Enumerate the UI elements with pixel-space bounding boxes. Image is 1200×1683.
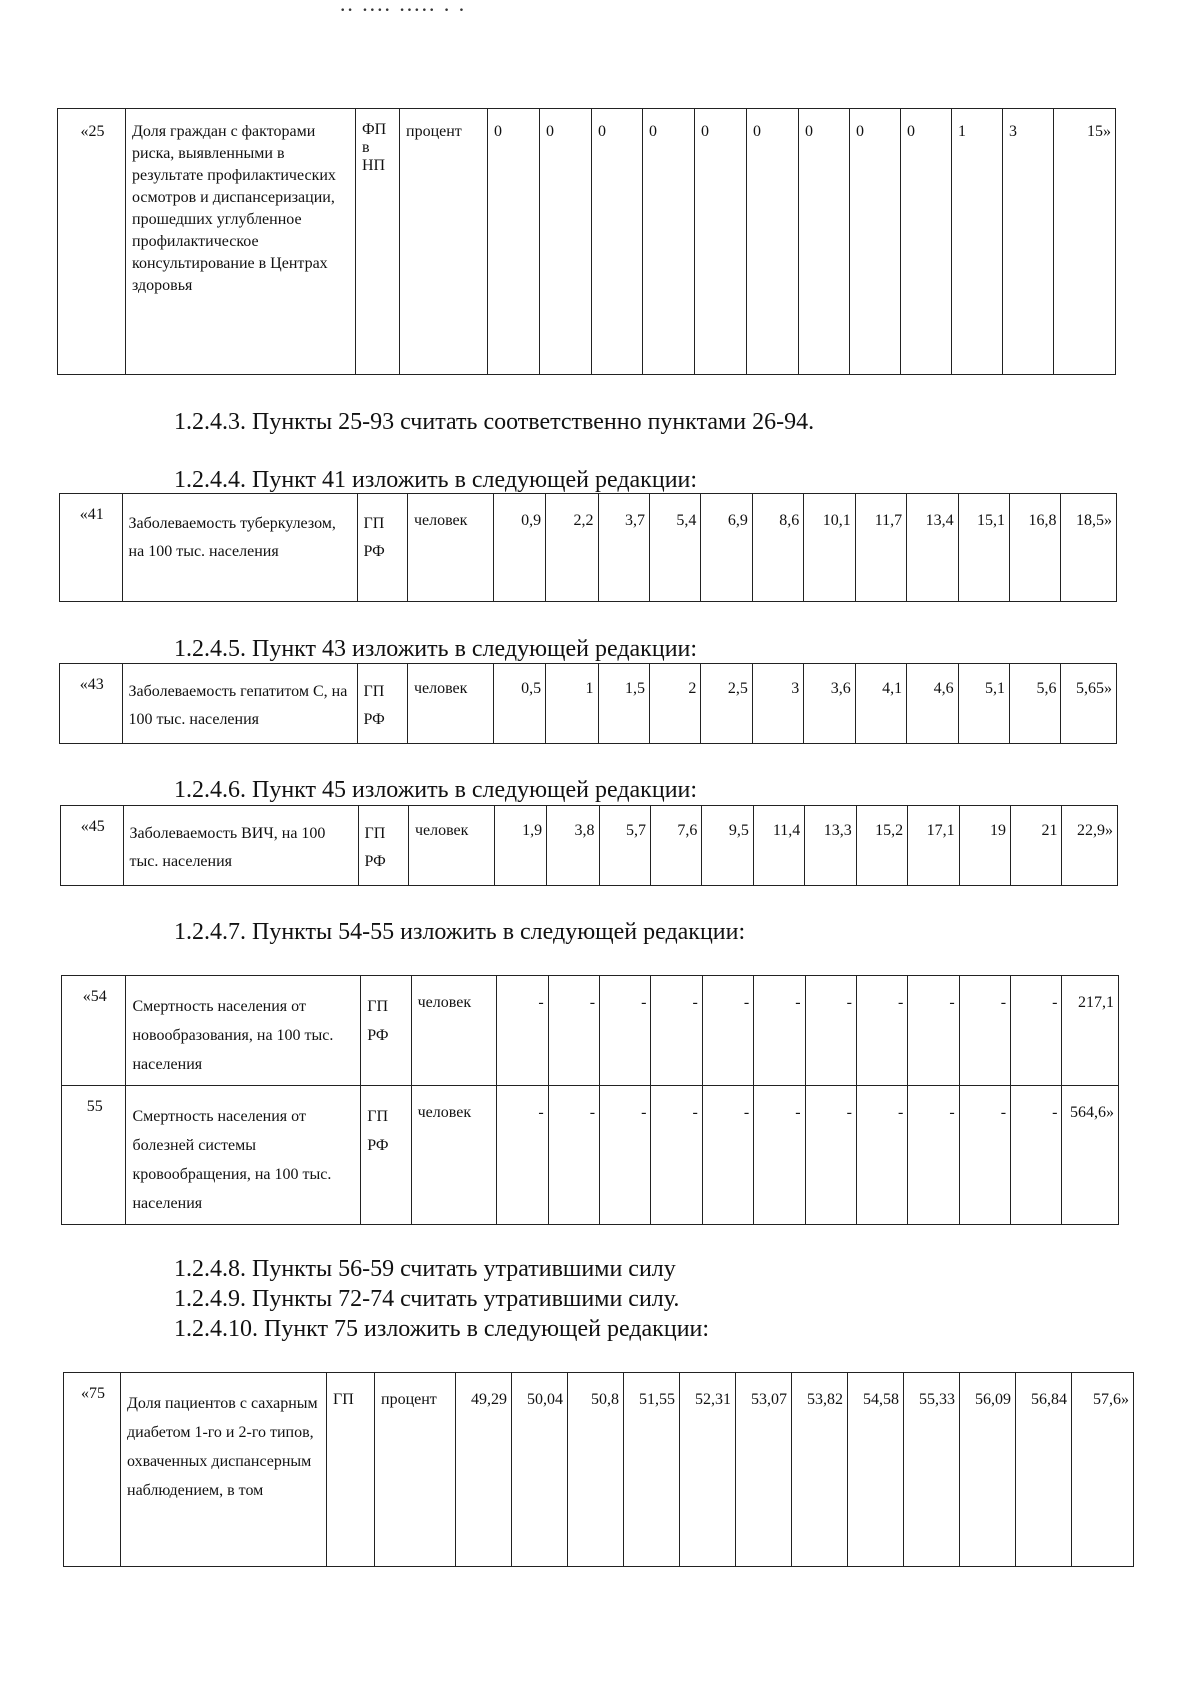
cell-value: - [908,976,959,1086]
cell-value: 5,1 [958,664,1009,744]
cell-value: 50,04 [512,1373,568,1567]
cell-value: - [856,1086,907,1225]
cell-value: 0 [901,109,952,375]
table-row [60,664,1117,744]
row-id: «43 [60,664,123,744]
cell-value: 5,7 [599,806,650,886]
cell-value: - [497,976,548,1086]
cell-value: - [1011,976,1062,1086]
row-unit: человек [411,1086,497,1225]
cell-value: 21 [1011,806,1062,886]
cell-value: 53,82 [792,1373,848,1567]
row-name: Доля пациентов с сахарным диабетом 1-го и 2-го типов, охваченных диспансерным наблюдением, в том [121,1373,327,1567]
table-row [62,1086,1119,1225]
cell-value: 0,5 [493,664,545,744]
cell-value: 1,5 [598,664,649,744]
cell-value: 1 [952,109,1003,375]
row-unit: человек [407,664,493,744]
cell-value: 15,2 [856,806,907,886]
cell-value: 3,7 [598,494,649,602]
cell-value: 49,29 [456,1373,512,1567]
cell-value: - [754,1086,805,1225]
cell-value: 3,6 [804,664,855,744]
table-row [58,109,1116,375]
row-unit: процент [375,1373,456,1567]
paragraph-1-2-4-10: 1.2.4.10. Пункт 75 изложить в следующей редакции: [174,1316,710,1342]
row-unit: человек [408,806,494,886]
cell-value: 18,5» [1061,494,1117,602]
cell-value: - [702,1086,753,1225]
cell-value: - [959,976,1010,1086]
cell-value: 2,5 [701,664,752,744]
cell-value: 5,4 [649,494,700,602]
paragraph-1-2-4-4: 1.2.4.4. Пункт 41 изложить в следующей редакции: [174,467,698,493]
table-row [61,806,1118,886]
cell-value: - [908,1086,959,1225]
cell-value: - [497,1086,548,1225]
cell-value: 4,1 [855,664,906,744]
cell-value: 564,6» [1062,1086,1119,1225]
cell-value: 0,9 [493,494,545,602]
row-level: ГП РФ [357,664,407,744]
cell-value: - [702,976,753,1086]
cell-value: 54,58 [848,1373,904,1567]
row-id: «25 [58,109,126,375]
cell-value: - [600,976,651,1086]
row-name: Заболеваемость туберкулезом, на 100 тыс. населения [122,494,357,602]
cell-value: 52,31 [680,1373,736,1567]
cell-value: 56,84 [1016,1373,1072,1567]
cell-value: 15» [1054,109,1116,375]
cell-value: 0 [488,109,540,375]
cell-value: - [548,976,599,1086]
row-level: ГП РФ [357,494,407,602]
paragraph-1-2-4-9: 1.2.4.9. Пункты 72-74 считать утратившими силу. [174,1286,680,1312]
cell-value: 6,9 [701,494,752,602]
cell-value: 50,8 [568,1373,624,1567]
row-name: Заболеваемость гепатитом С, на 100 тыс. населения [122,664,357,744]
paragraph-1-2-4-6: 1.2.4.6. Пункт 45 изложить в следующей редакции: [174,777,698,803]
cell-value: 7,6 [650,806,701,886]
paragraph-1-2-4-3: 1.2.4.3. Пункты 25-93 считать соответственно пунктами 26-94. [174,409,815,435]
paragraph-1-2-4-8: 1.2.4.8. Пункты 56-59 считать утратившими силу [174,1256,676,1282]
row-unit: человек [407,494,493,602]
row-level: ГП РФ [361,1086,411,1225]
table-item-41 [59,493,1117,602]
cell-value: 55,33 [904,1373,960,1567]
cell-value: - [548,1086,599,1225]
cell-value: 0 [747,109,799,375]
cell-value: 13,4 [907,494,958,602]
row-id: «45 [61,806,124,886]
cell-value: 1 [546,664,598,744]
cell-value: 22,9» [1062,806,1118,886]
row-id: «41 [60,494,123,602]
row-level: ГП РФ [358,806,408,886]
row-unit: человек [411,976,497,1086]
table-items-54-55 [61,975,1119,1225]
cell-value: - [856,976,907,1086]
cell-value: 17,1 [908,806,959,886]
cell-value: 0 [695,109,747,375]
cell-value: 11,7 [855,494,906,602]
cell-value: 1,9 [494,806,546,886]
cell-value: 16,8 [1010,494,1061,602]
table-item-45 [60,805,1118,886]
cell-value: - [805,976,856,1086]
cell-value: 56,09 [960,1373,1016,1567]
cell-value: 0 [850,109,901,375]
cell-value: 3 [1003,109,1054,375]
row-name: Смертность населения от новообразования, на 100 тыс. населения [126,976,361,1086]
cell-value: 19 [959,806,1010,886]
row-id: «54 [62,976,126,1086]
table-row [62,976,1119,1086]
cell-value: 0 [799,109,850,375]
row-name: Заболеваемость ВИЧ, на 100 тыс. населения [123,806,358,886]
cell-value: - [805,1086,856,1225]
cell-value: 5,6 [1010,664,1061,744]
table-item-25 [57,108,1116,375]
cell-value: - [651,976,702,1086]
cell-value: 3,8 [547,806,599,886]
cell-value: 13,3 [805,806,856,886]
paragraph-1-2-4-5: 1.2.4.5. Пункт 43 изложить в следующей редакции: [174,636,698,662]
cell-value: - [1011,1086,1062,1225]
row-name: Смертность населения от болезней системы кровообращения, на 100 тыс. населения [126,1086,361,1225]
cell-value: - [600,1086,651,1225]
row-level: ФП в НП [356,109,400,375]
cell-value: 0 [643,109,695,375]
row-id: 55 [62,1086,126,1225]
cell-value: - [651,1086,702,1225]
row-unit: процент [400,109,488,375]
cell-value: 15,1 [958,494,1009,602]
table-item-43 [59,663,1117,744]
cell-value: 53,07 [736,1373,792,1567]
row-level: ГП РФ [361,976,411,1086]
table-row [64,1373,1134,1567]
cell-value: 10,1 [804,494,855,602]
cell-value: 4,6 [907,664,958,744]
row-level: ГП [327,1373,375,1567]
cell-value: 0 [540,109,592,375]
cell-value: 8,6 [752,494,803,602]
cell-value: 3 [752,664,803,744]
cell-value: 0 [592,109,643,375]
cell-value: 5,65» [1061,664,1117,744]
cell-value: - [754,976,805,1086]
table-row [60,494,1117,602]
row-name: Доля граждан с факторами риска, выявленными в результате профилактических осмотров и диспансеризации, прошедших углубленное профилактическое консультирование в Центрах здоровья [126,109,356,375]
table-item-75 [63,1372,1134,1567]
cell-value: 57,6» [1072,1373,1134,1567]
cell-value: 2 [649,664,700,744]
cell-value: 51,55 [624,1373,680,1567]
paragraph-1-2-4-7: 1.2.4.7. Пункты 54-55 изложить в следующей редакции: [174,919,746,945]
cell-value: 11,4 [753,806,804,886]
cell-value: 2,2 [546,494,598,602]
cell-value: 217,1 [1062,976,1119,1086]
scan-artifact: •• •••• ••••• • • [340,6,467,16]
cell-value: - [959,1086,1010,1225]
cell-value: 9,5 [702,806,753,886]
row-id: «75 [64,1373,121,1567]
